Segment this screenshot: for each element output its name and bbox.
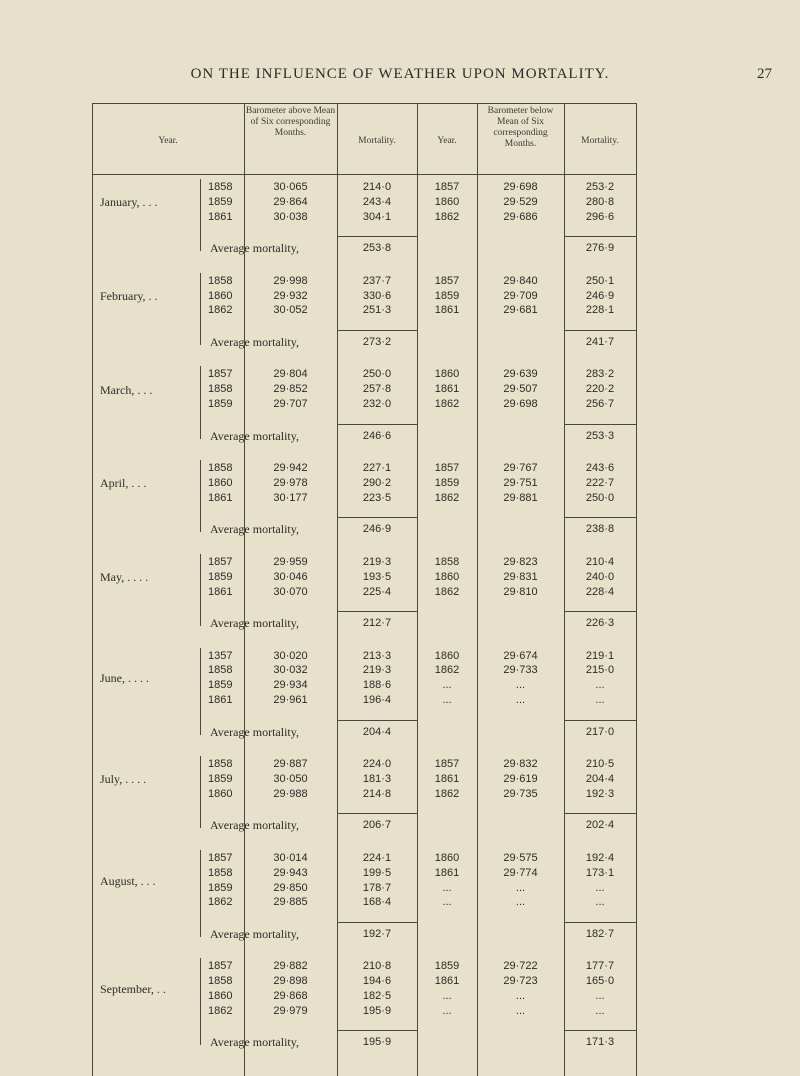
barometer-above-value: 29·850 [273, 881, 308, 894]
barometer-above-value: 30·046 [273, 570, 308, 583]
average-rule-below [564, 1030, 636, 1031]
mortality-below-value: 204·4 [585, 773, 615, 785]
mortality-above-value: 257·8 [362, 383, 392, 396]
year-above: 1861 [208, 694, 233, 707]
mortality-below-value: ... [595, 990, 605, 1003]
year-above: 1857 [208, 555, 233, 568]
year-above: 1858 [208, 866, 233, 879]
mortality-above-value: 243·4 [362, 195, 392, 208]
mortality-above-value: 188·6 [362, 679, 392, 692]
mortality-above-value: 251·3 [362, 304, 392, 317]
mortality-above-value: 194·6 [362, 975, 392, 988]
year-above: 1862 [208, 896, 233, 909]
year-below: ... [442, 896, 452, 909]
barometer-below-value: 29·810 [503, 585, 538, 598]
barometer-above-value: 29·943 [273, 866, 308, 879]
year-below: 1861 [434, 304, 460, 317]
average-mortality-below: 217·0 [585, 725, 615, 738]
year-above: 1859 [208, 195, 233, 208]
barometer-above-value: 30·050 [273, 773, 308, 785]
average-mortality-below: 276·9 [585, 242, 615, 255]
header-rule [92, 174, 637, 175]
mortality-above-value: 178·7 [362, 881, 392, 894]
average-rule-above [337, 720, 417, 721]
barometer-above-value: 29·942 [273, 462, 308, 475]
year-above: 1858 [208, 274, 233, 287]
mortality-below-value: 250·0 [585, 491, 615, 504]
barometer-above-value: 30·065 [273, 181, 308, 193]
mortality-above-value: 304·1 [362, 210, 392, 223]
mortality-below-value: 173·1 [585, 866, 615, 879]
average-label: Average mortality, [210, 522, 299, 537]
year-below: 1862 [434, 398, 460, 411]
header-mortality: Mortality. [358, 136, 396, 146]
year-col-rule [244, 754, 245, 804]
mortality-above-value: 330·6 [362, 289, 392, 302]
header-barometer-below: Barometer below Mean of Six corresponding Months. [487, 106, 554, 149]
barometer-above-value: 29·885 [273, 896, 308, 909]
barometer-above-value: 30·177 [273, 491, 308, 504]
average-mortality-above: 253·8 [362, 242, 392, 255]
mortality-below-value: 210·4 [585, 555, 615, 568]
page-title: ON THE INFLUENCE OF WEATHER UPON MORTALITY. [190, 66, 610, 82]
mortality-above-value: 210·8 [362, 960, 392, 973]
barometer-above-value: 29·979 [273, 1004, 308, 1017]
year-below: 1860 [434, 368, 460, 381]
barometer-above-value: 29·868 [273, 990, 308, 1003]
barometer-below-value: 29·840 [503, 274, 538, 287]
year-below: 1859 [434, 289, 460, 302]
mortality-below-value: 165·0 [585, 975, 615, 988]
year-above: 1858 [208, 462, 233, 475]
mortality-above-value: 224·0 [362, 758, 392, 771]
year-above: 1857 [208, 368, 233, 381]
barometer-below-value: ... [515, 990, 526, 1003]
barometer-below-value: ... [515, 896, 526, 909]
barometer-above-value: 30·020 [273, 649, 308, 662]
year-below: 1859 [434, 477, 460, 489]
average-mortality-below: 171·3 [585, 1036, 615, 1049]
average-rule-above [337, 424, 417, 425]
month-label: September, . . [100, 982, 166, 997]
header-year-2: Year. [437, 136, 457, 146]
year-below: ... [442, 679, 452, 692]
barometer-above-value: 30·070 [273, 585, 308, 598]
year-above: 1859 [208, 773, 233, 785]
year-below: 1861 [434, 975, 460, 988]
average-rule-above [337, 236, 417, 237]
barometer-below-value: ... [515, 1004, 526, 1017]
average-label: Average mortality, [210, 334, 299, 349]
average-rule-above [337, 1030, 417, 1031]
average-mortality-below: 253·3 [585, 429, 615, 442]
average-mortality-above: 195·9 [362, 1036, 392, 1049]
month-brace [200, 366, 207, 438]
header-year: Year. [158, 136, 178, 146]
barometer-above-value: 29·707 [273, 398, 308, 411]
average-rule-below [564, 813, 636, 814]
barometer-below-value: 29·735 [503, 787, 538, 800]
year-below: 1858 [434, 555, 460, 568]
barometer-below-value: 29·767 [503, 462, 538, 475]
average-mortality-above: 192·7 [362, 927, 392, 940]
month-brace [200, 850, 207, 937]
average-rule-below [564, 922, 636, 923]
month-brace [200, 756, 207, 828]
page-header [0, 62, 800, 92]
average-mortality-above: 273·2 [362, 335, 392, 348]
mortality-below-value: 228·1 [585, 304, 615, 317]
year-above: 1857 [208, 960, 233, 973]
mortality-below-value: ... [595, 881, 605, 894]
year-above: 1857 [208, 851, 233, 864]
year-above: 1860 [208, 477, 233, 489]
mortality-above-value: 250·0 [362, 368, 392, 381]
barometer-below-value: 29·733 [503, 664, 538, 677]
barometer-below-value: 29·575 [503, 851, 538, 864]
year-above: 1858 [208, 181, 233, 193]
year-above: 1859 [208, 570, 233, 583]
barometer-below-value: 29·751 [503, 477, 538, 489]
header-mortality-2: Mortality. [581, 136, 619, 146]
barometer-above-value: 29·852 [273, 383, 308, 396]
year-above: 1859 [208, 881, 233, 894]
average-rule-above [337, 330, 417, 331]
year-below: 1859 [434, 960, 460, 973]
barometer-below-value: 29·619 [503, 773, 538, 785]
year-below: 1857 [434, 274, 460, 287]
barometer-below-value: 29·722 [503, 960, 538, 973]
average-rule-above [337, 813, 417, 814]
average-rule-below [564, 517, 636, 518]
month-label: January, . . . [100, 195, 158, 210]
barometer-above-value: 29·804 [273, 368, 308, 381]
average-label: Average mortality, [210, 1035, 299, 1050]
mortality-below-value: ... [595, 694, 605, 707]
average-mortality-above: 246·6 [362, 429, 392, 442]
year-above: 1858 [208, 758, 233, 771]
average-rule-below [564, 236, 636, 237]
year-above: 1861 [208, 491, 233, 504]
mortality-above-value: 225·4 [362, 585, 392, 598]
barometer-below-value: 29·832 [503, 758, 538, 771]
average-rule-below [564, 611, 636, 612]
barometer-above-value: 30·038 [273, 210, 308, 223]
barometer-below-value: 29·698 [503, 181, 538, 193]
barometer-below-value: 29·709 [503, 289, 538, 302]
mortality-above-value: 219·3 [362, 555, 392, 568]
mortality-above-value: 168·4 [362, 896, 392, 909]
mortality-below-value: 222·7 [585, 477, 615, 489]
month-brace [200, 554, 207, 626]
average-mortality-below: 241·7 [585, 335, 615, 348]
barometer-below-value: 29·831 [503, 570, 538, 583]
barometer-below-value: 29·774 [503, 866, 538, 879]
mortality-below-value: 296·6 [585, 210, 615, 223]
mortality-above-value: 182·5 [362, 990, 392, 1003]
mortality-below-value: ... [595, 679, 605, 692]
year-below: 1857 [434, 462, 460, 475]
barometer-above-value: 29·932 [273, 289, 308, 302]
barometer-above-value: 29·998 [273, 274, 308, 287]
year-below: 1861 [434, 773, 460, 785]
mortality-above-value: 237·7 [362, 274, 392, 287]
mortality-table [92, 103, 637, 1076]
mortality-below-value: 228·4 [585, 585, 615, 598]
barometer-below-value: 29·674 [503, 649, 538, 662]
average-rule-above [337, 517, 417, 518]
average-rule-below [564, 330, 636, 331]
mortality-above-value: 214·8 [362, 787, 392, 800]
year-col-rule [244, 646, 245, 711]
barometer-above-value: 29·934 [273, 679, 308, 692]
year-below: 1860 [434, 649, 460, 662]
average-label: Average mortality, [210, 724, 299, 739]
year-below: 1860 [434, 195, 460, 208]
month-label: April, . . . [100, 476, 147, 491]
year-below: ... [442, 990, 452, 1003]
average-mortality-below: 182·7 [585, 927, 615, 940]
mortality-below-value: 280·8 [585, 195, 615, 208]
year-below: 1862 [434, 787, 460, 800]
average-rule-below [564, 720, 636, 721]
month-label: June, . . . . [100, 671, 149, 686]
barometer-below-value: ... [515, 679, 526, 692]
year-above: 1357 [208, 649, 233, 662]
year-above: 1862 [208, 1004, 233, 1017]
year-above: 1858 [208, 383, 233, 396]
header-barometer-above: Barometer above Mean of Six corresponding Months. [245, 106, 336, 138]
barometer-below-value: 29·723 [503, 975, 538, 988]
month-brace [200, 179, 207, 251]
barometer-below-value: 29·881 [503, 491, 538, 504]
average-label: Average mortality, [210, 241, 299, 256]
month-brace [200, 273, 207, 345]
year-col-rule [244, 552, 245, 602]
year-below: ... [442, 881, 452, 894]
mortality-below-value: ... [595, 1004, 605, 1017]
mortality-below-value: 243·6 [585, 462, 615, 475]
year-above: 1861 [208, 585, 233, 598]
average-mortality-below: 202·4 [585, 819, 615, 832]
year-col-rule [244, 177, 245, 227]
month-brace [200, 648, 207, 735]
mortality-below-value: 192·4 [585, 851, 615, 864]
barometer-above-value: 29·978 [273, 477, 308, 489]
barometer-above-value: 30·014 [273, 851, 308, 864]
average-label: Average mortality, [210, 818, 299, 833]
year-below: 1861 [434, 383, 460, 396]
year-above: 1859 [208, 398, 233, 411]
month-label: July, . . . . [100, 772, 147, 787]
table-border-left [92, 104, 93, 1076]
mortality-above-value: 196·4 [362, 694, 392, 707]
barometer-above-value: 30·052 [273, 304, 308, 317]
mortality-above-value: 181·3 [362, 773, 392, 785]
barometer-above-value: 29·988 [273, 787, 308, 800]
average-mortality-below: 238·8 [585, 523, 615, 536]
page-number: 27 [757, 66, 772, 82]
mortality-below-value: 246·9 [585, 289, 615, 302]
barometer-above-value: 29·887 [273, 758, 308, 771]
average-mortality-above: 212·7 [362, 617, 392, 630]
average-label: Average mortality, [210, 616, 299, 631]
year-below: 1860 [434, 851, 460, 864]
mortality-above-value: 223·5 [362, 491, 392, 504]
year-below: 1861 [434, 866, 460, 879]
year-below: ... [442, 694, 452, 707]
mortality-above-value: 213·3 [362, 649, 392, 662]
barometer-above-value: 29·898 [273, 975, 308, 988]
mortality-below-value: 220·2 [585, 383, 615, 396]
month-label: May, . . . . [100, 570, 149, 585]
barometer-below-value: 29·698 [503, 398, 538, 411]
mortality-below-value: 192·3 [585, 787, 615, 800]
month-brace [200, 460, 207, 532]
mortality-above-value: 227·1 [362, 462, 392, 475]
average-mortality-above: 246·9 [362, 523, 392, 536]
average-rule-above [337, 922, 417, 923]
year-below: ... [442, 1004, 452, 1017]
year-below: 1862 [434, 585, 460, 598]
year-col-rule [244, 848, 245, 913]
barometer-below-value: 29·529 [503, 195, 538, 208]
barometer-below-value: ... [515, 694, 526, 707]
year-below: 1862 [434, 491, 460, 504]
barometer-below-value: 29·507 [503, 383, 538, 396]
year-below: 1857 [434, 181, 460, 193]
year-above: 1858 [208, 975, 233, 988]
mortality-below-value: 240·0 [585, 570, 615, 583]
mortality-below-value: 219·1 [585, 649, 615, 662]
barometer-below-value: ... [515, 881, 526, 894]
barometer-below-value: 29·823 [503, 555, 538, 568]
year-above: 1860 [208, 289, 233, 302]
mortality-above-value: 219·3 [362, 664, 392, 677]
year-below: 1857 [434, 758, 460, 771]
table-border-right [636, 104, 637, 1076]
mortality-above-value: 232·0 [362, 398, 392, 411]
mortality-above-value: 199·5 [362, 866, 392, 879]
mortality-below-value: 253·2 [585, 181, 615, 193]
barometer-above-value: 29·864 [273, 195, 308, 208]
average-mortality-above: 204·4 [362, 725, 392, 738]
mortality-above-value: 224·1 [362, 851, 392, 864]
average-mortality-above: 206·7 [362, 819, 392, 832]
average-label: Average mortality, [210, 428, 299, 443]
average-rule-below [564, 424, 636, 425]
mortality-below-value: 210·5 [585, 758, 615, 771]
year-above: 1862 [208, 304, 233, 317]
mortality-below-value: ... [595, 896, 605, 909]
year-above: 1861 [208, 210, 233, 223]
average-mortality-below: 226·3 [585, 617, 615, 630]
year-above: 1860 [208, 990, 233, 1003]
month-label: August, . . . [100, 873, 156, 888]
average-label: Average mortality, [210, 926, 299, 941]
year-col-rule [244, 956, 245, 1021]
year-col-rule [244, 458, 245, 508]
year-above: 1859 [208, 679, 233, 692]
mortality-below-value: 256·7 [585, 398, 615, 411]
year-col-rule [244, 271, 245, 321]
year-below: 1860 [434, 570, 460, 583]
mortality-above-value: 214·0 [362, 181, 392, 193]
year-above: 1858 [208, 664, 233, 677]
barometer-above-value: 29·959 [273, 555, 308, 568]
barometer-below-value: 29·686 [503, 210, 538, 223]
year-below: 1862 [434, 210, 460, 223]
mortality-below-value: 177·7 [585, 960, 615, 973]
year-below: 1862 [434, 664, 460, 677]
barometer-above-value: 29·882 [273, 960, 308, 973]
mortality-below-value: 283·2 [585, 368, 615, 381]
mortality-above-value: 195·9 [362, 1004, 392, 1017]
barometer-above-value: 29·961 [273, 694, 308, 707]
month-label: March, . . . [100, 382, 153, 397]
barometer-below-value: 29·681 [503, 304, 538, 317]
month-label: February, . . [100, 288, 158, 303]
month-brace [200, 958, 207, 1045]
average-rule-above [337, 611, 417, 612]
barometer-below-value: 29·639 [503, 368, 538, 381]
year-col-rule [244, 364, 245, 414]
mortality-below-value: 250·1 [585, 274, 615, 287]
year-above: 1860 [208, 787, 233, 800]
mortality-below-value: 215·0 [585, 664, 615, 677]
mortality-above-value: 290·2 [362, 477, 392, 489]
mortality-above-value: 193·5 [362, 570, 392, 583]
barometer-above-value: 30·032 [273, 664, 308, 677]
